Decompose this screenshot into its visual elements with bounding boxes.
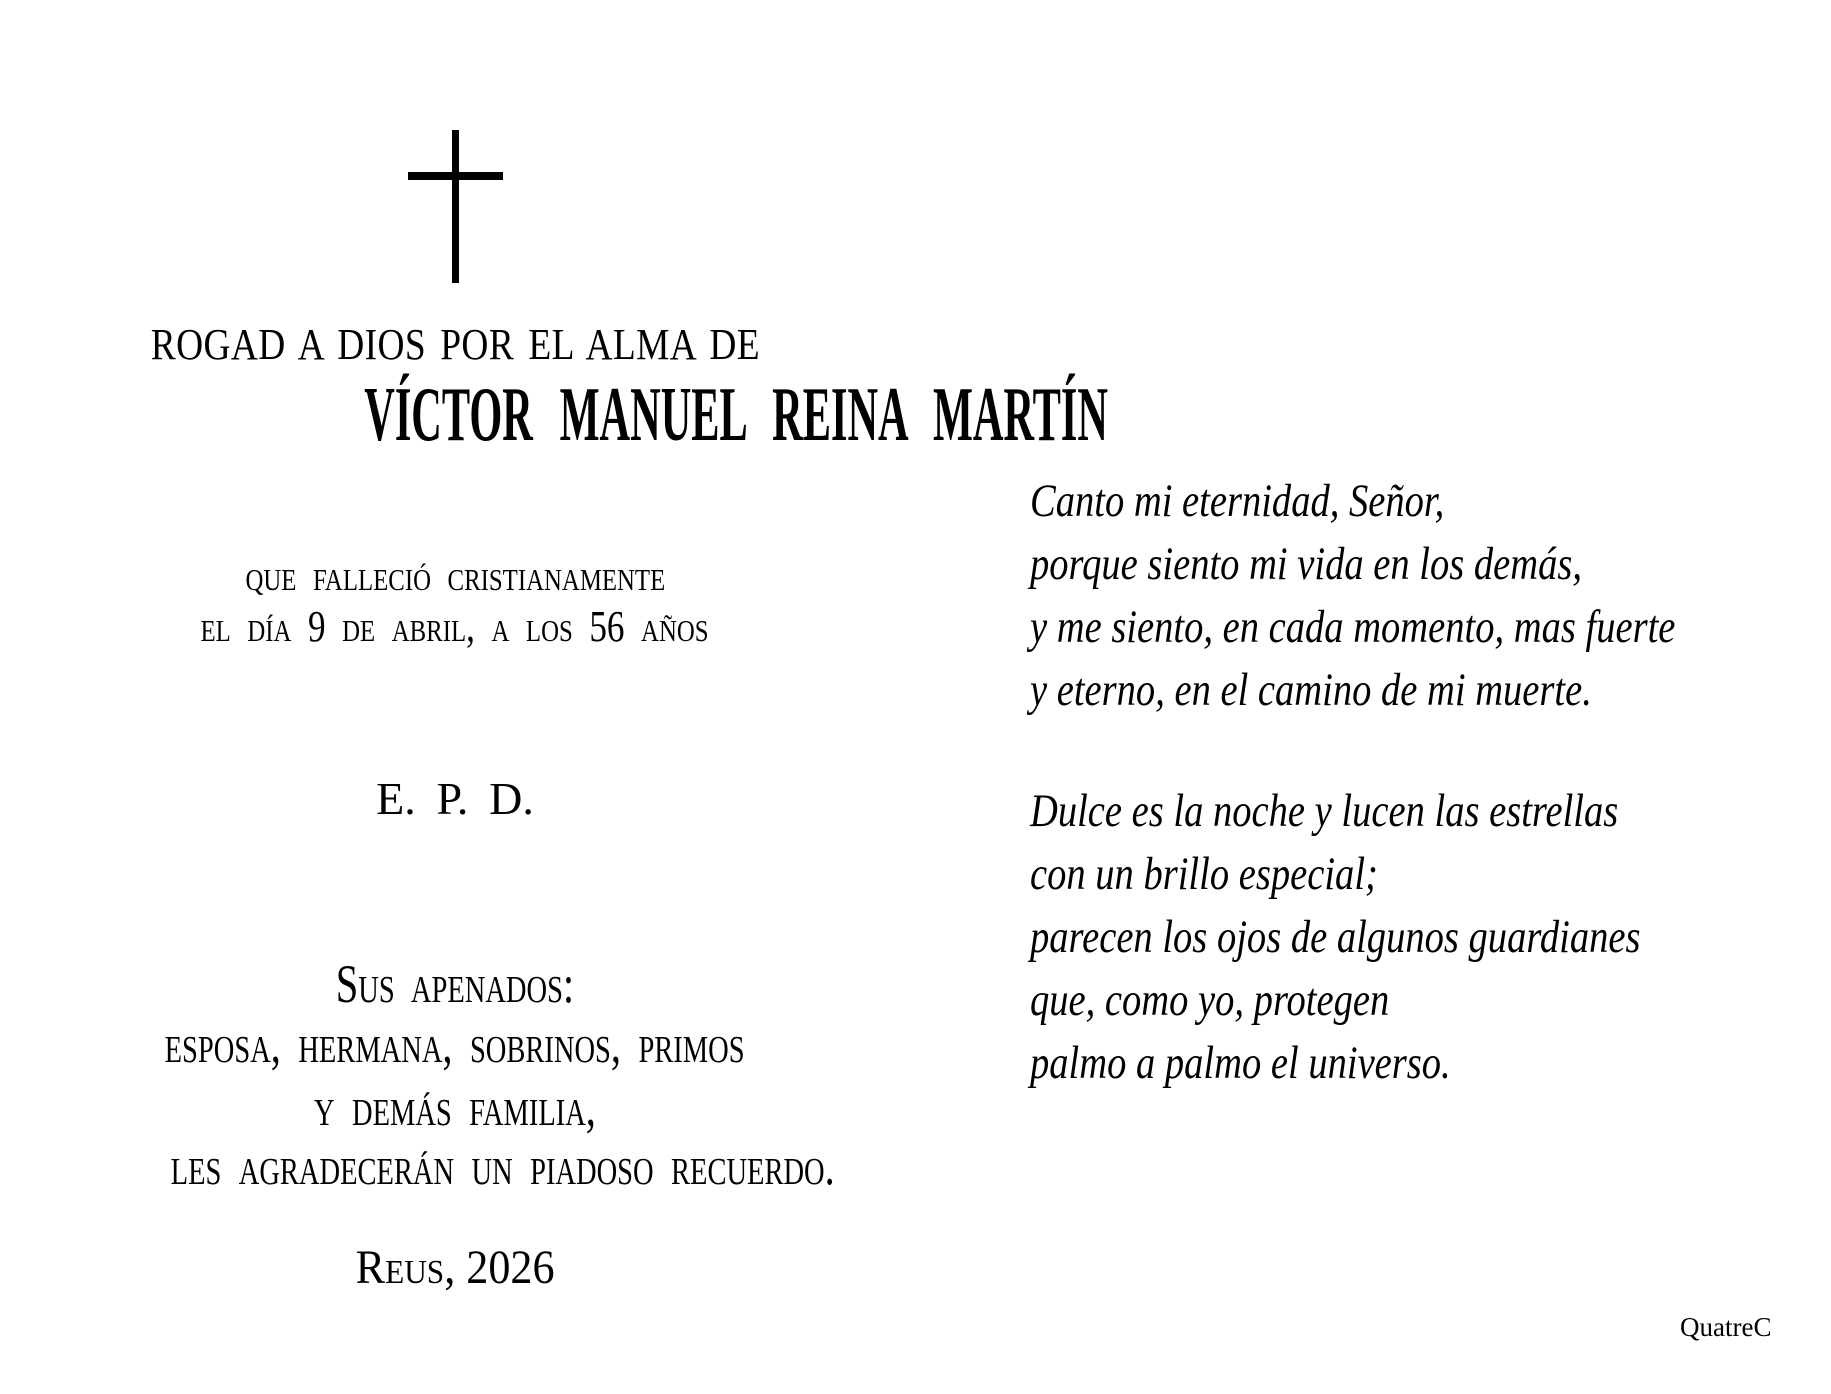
poem-stanza-1	[1030, 470, 1675, 722]
poem-line: parecen los ojos de algunos guardianes	[1030, 911, 1641, 963]
poem-line: y me siento, en cada momento, mas fuerte	[1030, 601, 1676, 653]
poem-line: Dulce es la noche y lucen las estrellas	[1030, 785, 1619, 837]
cross-horizontal-bar	[408, 172, 503, 180]
mourners-line-2-text: y demás familia,	[314, 1077, 596, 1137]
poem-line: que, como yo, protegen	[1030, 974, 1390, 1026]
cross-vertical-bar	[452, 130, 459, 283]
mourners-line-3-text: les agradecerán un piadoso recuerdo.	[170, 1136, 835, 1196]
mourners-heading	[60, 954, 850, 1014]
death-details-line-1	[60, 551, 850, 600]
poem-stanza-2	[1030, 780, 1641, 1095]
epd-abbreviation	[60, 773, 850, 824]
mourners-line-3	[60, 1136, 850, 1196]
poem-line: palmo a palmo el universo.	[1030, 1037, 1451, 1089]
deceased-name	[60, 371, 1108, 457]
brand-mark: QuatreC	[1680, 1312, 1772, 1342]
epd-text: E. P. D.	[376, 773, 534, 824]
poem-line: y eterno, en el camino de mi muerte.	[1030, 664, 1592, 716]
invocation-text: ROGAD A DIOS POR EL ALMA DE	[150, 320, 760, 369]
poem-line: con un brillo especial;	[1030, 848, 1378, 900]
deceased-name-text: VÍCTOR MANUEL REINA MARTÍN	[364, 371, 1108, 457]
poem-line: porque siento mi vida en los demás,	[1030, 538, 1582, 590]
mourners-heading-text: Sus apenados:	[335, 954, 575, 1014]
mourners-line-2	[60, 1077, 850, 1137]
death-details-line-2	[60, 602, 850, 651]
death-details-text-1: que falleció cristianamente	[245, 551, 665, 600]
invocation-line	[60, 320, 850, 369]
place-year-text: Reus, 2026	[355, 1241, 555, 1294]
mourners-line-1-text: esposa, hermana, sobrinos, primos	[165, 1014, 745, 1074]
poem-line: Canto mi eternidad, Señor,	[1030, 475, 1445, 527]
mourners-line-1	[60, 1014, 850, 1074]
place-year	[60, 1241, 850, 1294]
death-details-text-2: el día 9 de abril, a los 56 años	[200, 602, 710, 651]
